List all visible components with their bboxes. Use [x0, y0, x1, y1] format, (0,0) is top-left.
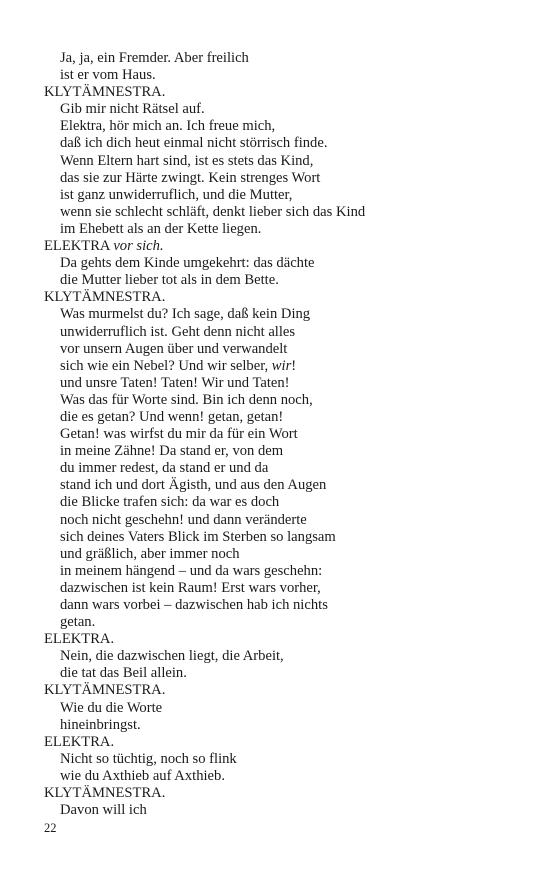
verse-line: Getan! was wirfst du mir da für ein Wort — [60, 426, 298, 443]
verse-line: noch nicht geschehn! und dann veränderte — [60, 511, 307, 528]
verse-line: Wenn Eltern hart sind, ist es stets das Kind, — [60, 152, 314, 169]
verse-line: Gib mir nicht Rätsel auf. — [60, 101, 205, 118]
verse-line: im Ehebett als an der Kette liegen. — [60, 220, 262, 237]
verse-line: Ja, ja, ein Fremder. Aber freilich — [60, 50, 249, 66]
verse-line: und gräßlich, aber immer noch — [60, 545, 240, 562]
verse-line: die Blicke trafen sich: da war es doch — [60, 494, 280, 511]
page-number: 22 — [44, 821, 57, 835]
verse-line: in meinem hängend – und da wars geschehn: — [60, 562, 323, 579]
verse-text: ! — [291, 357, 297, 374]
verse-line: Wie du die Worte — [60, 699, 163, 716]
speaker-name: ELEKTRA — [44, 238, 110, 255]
verse-line: Da gehts dem Kinde umgekehrt: das dächte — [60, 255, 315, 272]
verse-line: Elektra, hör mich an. Ich freue mich, — [60, 118, 276, 135]
verse-line: dann wars vorbei – dazwischen hab ich nichts — [60, 597, 328, 613]
emphasized-word: wir — [271, 357, 292, 374]
verse-line: sich deines Vaters Blick im Sterben so langsam — [60, 528, 336, 545]
verse-line: Davon will ich — [60, 802, 147, 819]
play-text — [44, 50, 514, 819]
verse-line: unwiderruflich ist. Geht denn nicht alles — [60, 323, 296, 340]
verse-line — [44, 358, 514, 375]
stage-direction: vor sich. — [113, 238, 164, 255]
verse-line: wenn sie schlecht schläft, denkt lieber sich das Kind — [60, 203, 366, 220]
verse-line: die es getan? Und wenn! getan, getan! — [60, 408, 284, 425]
verse-line: vor unsern Augen über und verwandelt — [60, 340, 288, 357]
verse-line: wie du Axthieb auf Axthieb. — [60, 767, 225, 784]
verse-line: die tat das Beil allein. — [60, 665, 187, 682]
verse-line: Nicht so tüchtig, noch so flink — [60, 750, 237, 767]
speaker-name: KLYTÄMNESTRA. — [44, 682, 166, 699]
verse-line: Was murmelst du? Ich sage, daß kein Ding — [60, 306, 311, 323]
verse-line: ist er vom Haus. — [60, 67, 156, 84]
verse-line: das sie zur Härte zwingt. Kein strenges Wort — [60, 169, 321, 186]
speaker-name: KLYTÄMNESTRA. — [44, 84, 166, 101]
speaker-name: KLYTÄMNESTRA. — [44, 785, 166, 802]
verse-line: die Mutter lieber tot als in dem Bette. — [60, 272, 279, 289]
speaker-with-direction — [44, 238, 514, 255]
verse-text: sich wie ein Nebel? Und wir selber, — [60, 357, 272, 374]
speaker-name: ELEKTRA. — [44, 631, 115, 648]
verse-line: und unsre Taten! Taten! Wir und Taten! — [60, 374, 290, 391]
speaker-name: KLYTÄMNESTRA. — [44, 289, 166, 306]
verse-line: daß ich dich heut einmal nicht störrisch finde. — [60, 135, 328, 152]
verse-line: dazwischen ist kein Raum! Erst wars vorher, — [60, 579, 321, 596]
verse-line: Nein, die dazwischen liegt, die Arbeit, — [60, 648, 284, 665]
verse-line: getan. — [60, 614, 96, 631]
verse-line: stand ich und dort Ägisth, und aus den Augen — [60, 477, 327, 494]
verse-line: Was das für Worte sind. Bin ich denn noch, — [60, 391, 313, 408]
verse-line: in meine Zähne! Da stand er, von dem — [60, 443, 284, 460]
verse-line: du immer redest, da stand er und da — [60, 460, 269, 477]
speaker-name: ELEKTRA. — [44, 733, 115, 750]
verse-line: hineinbringst. — [60, 716, 141, 733]
verse-line: ist ganz unwiderruflich, und die Mutter, — [60, 186, 293, 203]
